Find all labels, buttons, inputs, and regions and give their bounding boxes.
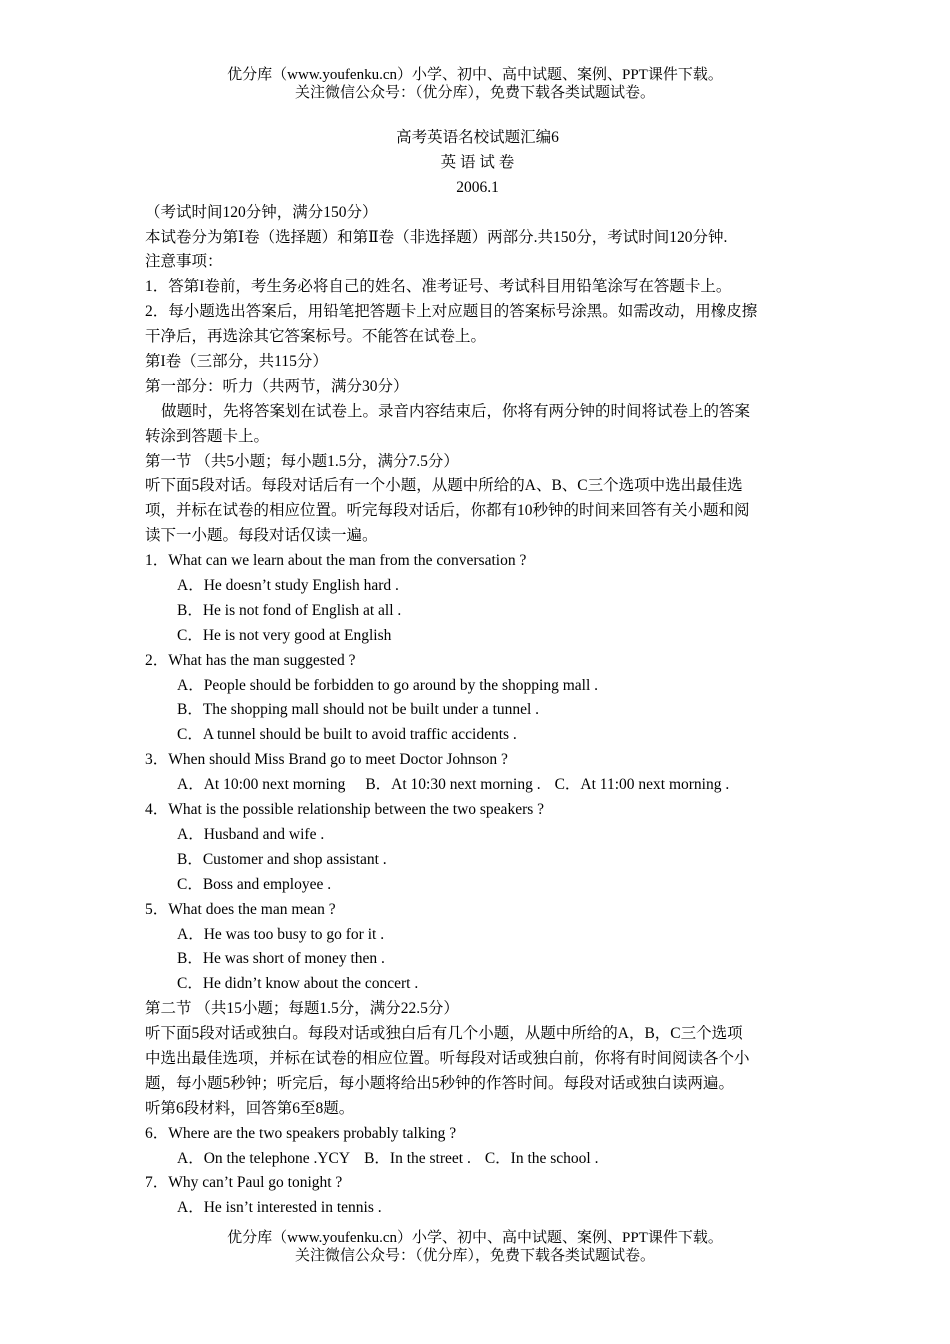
exam-structure: 本试卷分为第Ⅰ卷（选择题）和第Ⅱ卷（非选择题）两部分.共150分，考试时间120分钟.	[145, 228, 728, 246]
volume-1-heading: 第I卷（三部分，共115分）	[145, 353, 328, 371]
part-1-heading: 第一部分：听力（共两节，满分30分）	[145, 377, 409, 395]
question-5-stem: 5．What does the man mean ?	[145, 900, 336, 918]
question-2-option-c: C．A tunnel should be built to avoid traffic accidents .	[177, 726, 517, 744]
section-1-instruction-line-1: 听下面5段对话。每段对话后有一个小题，从题中所给的A、B、C三个选项中选出最佳选	[145, 477, 743, 495]
question-3-option-c: C．At 11:00 next morning .	[554, 776, 730, 794]
section-1-heading: 第一节 （共5小题；每小题1.5分，满分7.5分）	[145, 452, 459, 470]
footer-line-1: 优分库（www.youfenku.cn）小学、初中、高中试题、案例、PPT课件下载。	[227, 1230, 723, 1246]
exam-date: 2006.1	[456, 178, 499, 196]
exam-subtitle: 英 语 试 卷	[440, 153, 515, 171]
question-6-stem: 6．Where are the two speakers probably talking ?	[145, 1124, 457, 1142]
question-2-option-a: A．People should be forbidden to go around by the shopping mall .	[177, 676, 599, 694]
question-1-stem: 1．What can we learn about the man from the conversation ?	[145, 552, 527, 570]
question-1-option-a: A．He doesn’t study English hard .	[177, 577, 399, 595]
exam-content	[145, 126, 810, 1221]
material-6-note: 听第6段材料，回答第6至8题。	[145, 1099, 355, 1117]
question-1-option-c: C．He is not very good at English	[177, 626, 392, 644]
question-4-stem: 4．What is the possible relationship between the two speakers ?	[145, 801, 545, 819]
header-line-1: 优分库（www.youfenku.cn）小学、初中、高中试题、案例、PPT课件下载。	[227, 67, 723, 83]
part-1-instruction-line-2: 转涂到答题卡上。	[145, 427, 270, 445]
section-1-instruction-line-2: 项，并标在试卷的相应位置。听完每段对话后，你都有10秒钟的时间来回答有关小题和阅	[145, 502, 750, 520]
question-6-option-c: C．In the school .	[484, 1149, 599, 1167]
question-4-option-b: B．Customer and shop assistant .	[177, 850, 387, 868]
question-3-options	[145, 773, 810, 798]
question-2-stem: 2．What has the man suggested ?	[145, 651, 356, 669]
part-1-instruction-line-1: 做题时，先将答案划在试卷上。录音内容结束后，你将有两分钟的时间将试卷上的答案	[161, 402, 751, 420]
section-2-instruction-line-1: 听下面5段对话或独白。每段对话或独白后有几个小题，从题中所给的A，B，C三个选项	[145, 1025, 743, 1043]
note-2-line-2: 干净后，再选涂其它答案标号。不能答在试卷上。	[145, 328, 487, 346]
section-2-heading: 第二节 （共15小题；每题1.5分，满分22.5分）	[145, 1000, 459, 1018]
question-6-option-a: A．On the telephone .YCY	[177, 1149, 351, 1167]
section-2-instruction-line-3: 题，每小题5秒钟；听完后，每小题将给出5秒钟的作答时间。每段对话或独白读两遍。	[145, 1074, 735, 1092]
note-1: 1．答第I卷前，考生务必将自己的姓名、准考证号、考试科目用铅笔涂写在答题卡上。	[145, 278, 732, 296]
question-4-option-a: A．Husband and wife .	[177, 825, 325, 843]
header-line-2: 关注微信公众号：（优分库），免费下载各类试题试卷。	[294, 85, 655, 101]
page-header	[0, 66, 950, 102]
question-1-option-b: B．He is not fond of English at all .	[177, 601, 402, 619]
question-6-option-b: B．In the street .	[364, 1149, 471, 1167]
question-3-option-b: B．At 10:30 next morning .	[365, 776, 541, 794]
section-2-instruction-line-2: 中选出最佳选项，并标在试卷的相应位置。听每段对话或独白前，你将有时间阅读各个小	[145, 1049, 750, 1067]
question-3-stem: 3．When should Miss Brand go to meet Doctor Johnson ?	[145, 751, 508, 769]
note-2-line-1: 2．每小题选出答案后，用铅笔把答题卡上对应题目的答案标号涂黑。如需改动，用橡皮擦	[145, 303, 758, 321]
exam-time-info: （考试时间120分钟，满分150分）	[145, 203, 378, 221]
page-footer	[0, 1229, 950, 1265]
question-5-option-b: B．He was short of money then .	[177, 950, 385, 968]
question-6-options	[145, 1147, 810, 1172]
question-7-option-a: A．He isn’t interested in tennis .	[177, 1199, 382, 1217]
question-3-option-a: A．At 10:00 next morning	[177, 776, 346, 794]
footer-line-2: 关注微信公众号：（优分库），免费下载各类试题试卷。	[294, 1248, 655, 1264]
exam-title: 高考英语名校试题汇编6	[396, 129, 559, 146]
notes-title: 注意事项：	[145, 253, 223, 271]
question-5-option-c: C．He didn’t know about the concert .	[177, 975, 419, 993]
question-4-option-c: C．Boss and employee .	[177, 875, 332, 893]
question-7-stem: 7．Why can’t Paul go tonight ?	[145, 1174, 343, 1192]
question-5-option-a: A．He was too busy to go for it .	[177, 925, 385, 943]
question-2-option-b: B．The shopping mall should not be built under a tunnel .	[177, 701, 540, 719]
section-1-instruction-line-3: 读下一小题。每段对话仅读一遍。	[145, 527, 378, 545]
